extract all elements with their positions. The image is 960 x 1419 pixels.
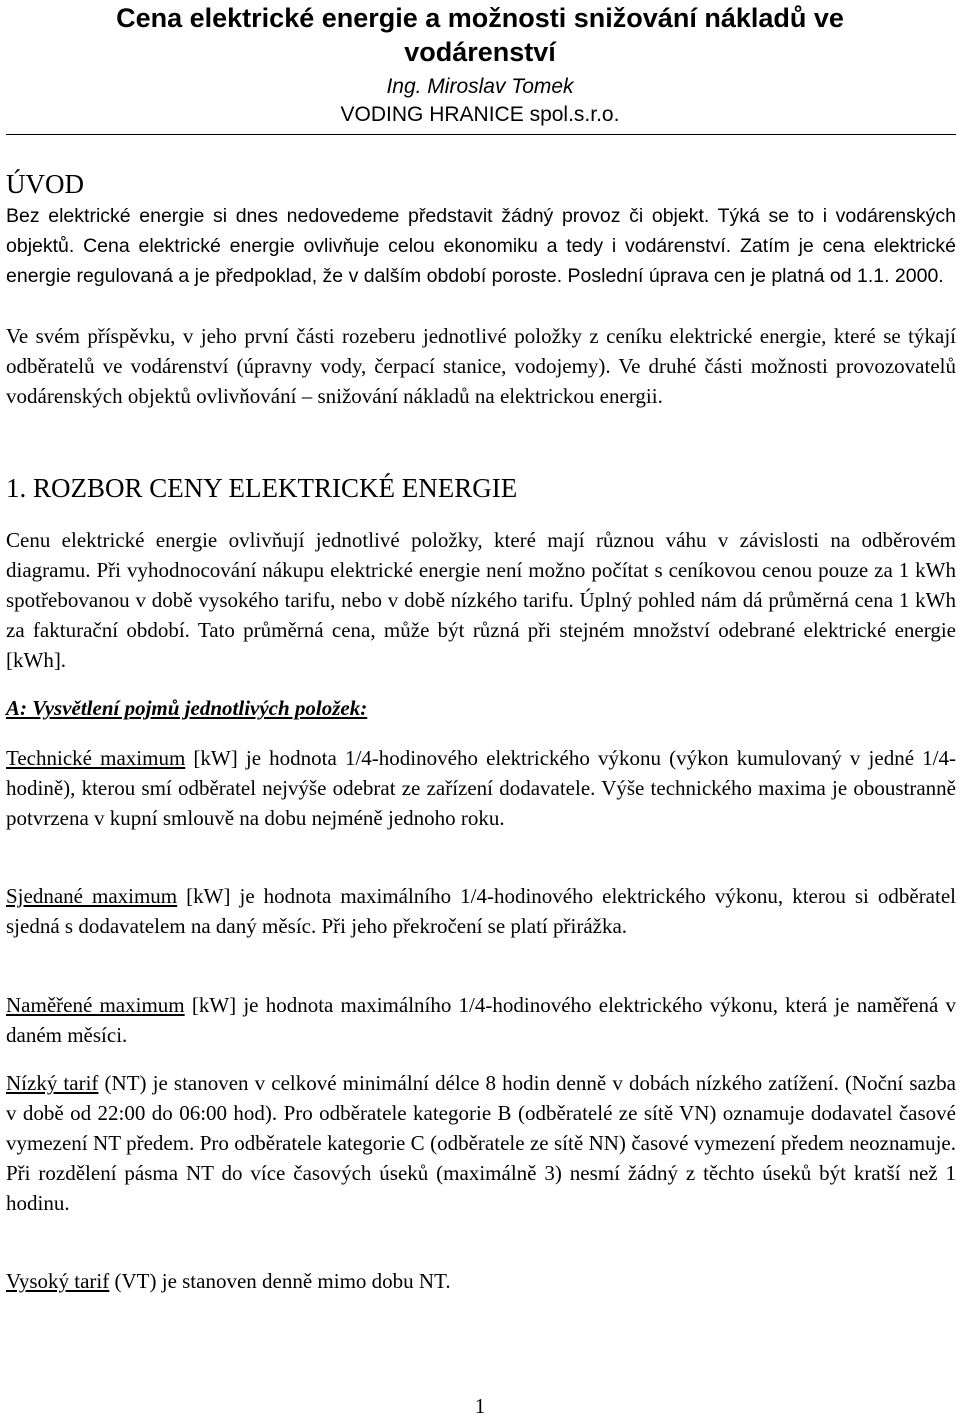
term-definition: [kW] je hodnota 1/4-hodinového elektrického výkonu (výkon kumulovaný v jedné 1/4-hodině), kterou smí odběratel nejvýše odebrat ze zařízení dodavatele. Výše technického maxima je oboustranně potvrzena v kupní smlouvě na dobu nejméně jednoho roku. [6,746,956,830]
section-1-heading: 1. ROZBOR CENY ELEKTRICKÉ ENERGIE [6,473,518,503]
intro-heading: ÚVOD [6,169,84,199]
company-name: VODING HRANICE spol.s.r.o. [340,103,620,126]
author-name: Ing. Miroslav Tomek [386,75,574,98]
term-paragraph-namerene-maximum [6,990,956,1050]
term-label: Sjednané maximum [6,884,178,908]
term-label: Technické maximum [6,746,186,770]
header-divider [6,134,956,135]
document-title-line2: vodárenství [404,37,556,67]
term-paragraph-nizky-tarif [6,1068,956,1218]
term-label: Vysoký tarif [6,1269,110,1293]
page-number: 1 [474,1394,486,1418]
term-label: Naměřené maximum [6,993,185,1017]
section-1-paragraph: Cenu elektrické energie ovlivňují jednotlivé položky, které mají různou váhu v závislosti na odběrovém diagramu. Při vyhodnocování nákupu elektrické energie není možno počítat s ceníkovou cenou pouze za 1 kWh spotřebovanou v době vysokého tarifu, nebo v době nízkého tarifu. Úplný pohled nám dá průměrná cena 1 kWh za fakturační období. Tato průměrná cena, může být různá při stejném množství odebrané elektrické energie [kWh]. [6,528,956,672]
term-paragraph-vysoky-tarif [6,1266,956,1296]
document-title-line1: Cena elektrické energie a možnosti snižování nákladů ve [116,3,844,33]
term-definition: [kW] je hodnota maximálního 1/4-hodinového elektrického výkonu, která je naměřená v daném měsíci. [6,993,956,1047]
term-definition: (NT) je stanoven v celkové minimální délce 8 hodin denně v dobách nízkého zatížení. (Noční sazba v době od 22:00 do 06:00 hod). Pro odběratele kategorie B (odběratelé ze sítě VN) oznamuje dodavatel časové vymezení NT předem. Pro odběratele kategorie C (odběratele ze sítě NN) časové vymezení předem neoznamuje. Při rozdělení pásma NT do více časových úseků (maximálně 3) nesmí žádný z těchto úseků být kratší než 1 hodinu. [6,1071,956,1215]
term-definition: [kW] je hodnota maximálního 1/4-hodinového elektrického výkonu, kterou si odběratel sjedná s dodavatelem na daný měsíc. Při jeho překročení se platí přirážka. [6,884,956,938]
term-paragraph-sjednane-maximum [6,881,956,941]
term-definition: (VT) je stanoven denně mimo dobu NT. [109,1269,451,1293]
term-label: Nízký tarif [6,1071,99,1095]
section-a-heading: A: Vysvětlení pojmů jednotlivých položek: [6,696,368,720]
intro-paragraph-1: Bez elektrické energie si dnes nedovedeme představit žádný provoz či objekt. Týká se to i vodárenských objektů. Cena elektrické energie ovlivňuje celou ekonomiku a tedy i vodárenství. Zatím je cena elektrické energie regulovaná a je předpoklad, že v dalším období poroste. Poslední úprava cen je platná od 1.1. 2000. [6,205,956,287]
intro-paragraph-2: Ve svém příspěvku, v jeho první části rozeberu jednotlivé položky z ceníku elektrické energie, které se týkají odběratelů ve vodárenství (úpravny vody, čerpací stanice, vodojemy). Ve druhé části možnosti provozovatelů vodárenských objektů ovlivňování – snižování nákladů na elektrickou energii. [6,324,956,408]
term-paragraph-technicke-maximum [6,743,956,833]
